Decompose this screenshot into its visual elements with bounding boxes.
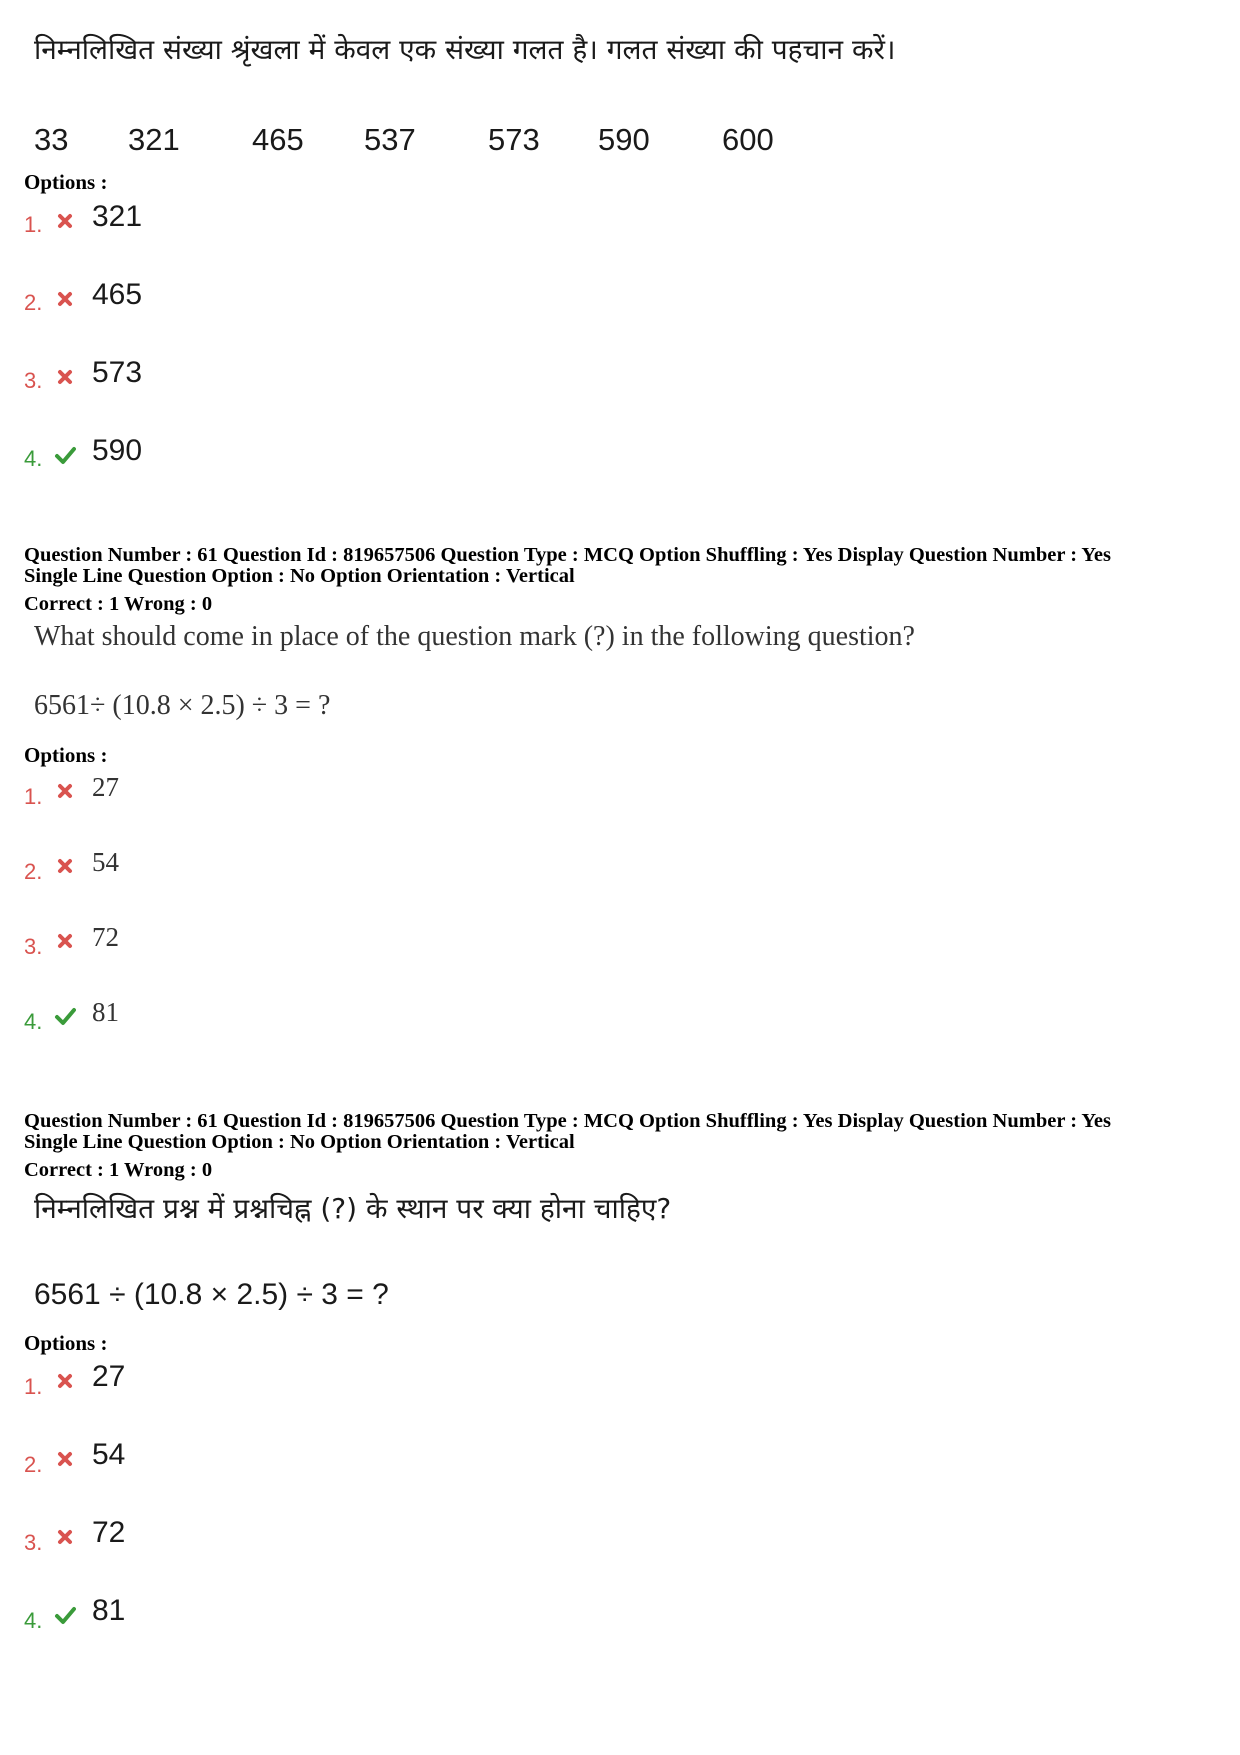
check-icon xyxy=(54,1005,76,1027)
option-number: 4. xyxy=(24,446,43,471)
options-label: Options : xyxy=(24,743,108,767)
option-value: 465 xyxy=(92,278,143,311)
series-number: 600 xyxy=(722,122,774,157)
option-number: 2. xyxy=(24,859,43,884)
series-number: 33 xyxy=(34,122,69,157)
option-number: 2. xyxy=(24,1452,43,1477)
option-number: 1. xyxy=(24,1374,43,1399)
question-meta-line: Single Line Question Option : No Option Orientation : Vertical xyxy=(24,565,575,587)
option-number: 3. xyxy=(24,934,43,959)
marking-scheme: Correct : 1 Wrong : 0 xyxy=(24,593,213,615)
cross-icon xyxy=(54,210,76,232)
series-number: 465 xyxy=(252,122,304,157)
series-number: 573 xyxy=(488,122,540,157)
cross-icon xyxy=(54,930,76,952)
option-number: 4. xyxy=(24,1608,43,1633)
cross-icon xyxy=(54,366,76,388)
question-expression: 6561 ÷ (10.8 × 2.5) ÷ 3 = ? xyxy=(34,1278,389,1311)
question-text-hindi: निम्नलिखित प्रश्न में प्रश्नचिह्न (?) के स्थान पर क्या होना चाहिए? xyxy=(34,1192,672,1225)
cross-icon xyxy=(54,1526,76,1548)
option-number: 3. xyxy=(24,368,43,393)
option-number: 1. xyxy=(24,784,43,809)
question-meta-line: Single Line Question Option : No Option Orientation : Vertical xyxy=(24,1131,575,1153)
option-value: 72 xyxy=(92,922,119,952)
cross-icon xyxy=(54,855,76,877)
option-value: 81 xyxy=(92,997,119,1027)
option-value: 573 xyxy=(92,356,143,389)
option-value: 81 xyxy=(92,1594,126,1627)
question-meta-line: Question Number : 61 Question Id : 819657506 Question Type : MCQ Option Shuffling : Yes Display Question Number : Yes xyxy=(24,544,1111,566)
option-number: 2. xyxy=(24,290,43,315)
options-label: Options : xyxy=(24,1331,108,1355)
check-icon xyxy=(54,1604,76,1626)
marking-scheme: Correct : 1 Wrong : 0 xyxy=(24,1159,213,1181)
question-text-hindi: निम्नलिखित संख्या श्रृंखला में केवल एक संख्या गलत है। गलत संख्या की पहचान करें। xyxy=(34,33,896,66)
options-label: Options : xyxy=(24,170,108,194)
option-value: 72 xyxy=(92,1516,126,1549)
question-text-english: What should come in place of the question mark (?) in the following question? xyxy=(34,621,915,652)
check-icon xyxy=(54,444,76,466)
option-number: 4. xyxy=(24,1009,43,1034)
option-value: 27 xyxy=(92,1360,126,1393)
cross-icon xyxy=(54,780,76,802)
series-number: 590 xyxy=(598,122,650,157)
option-value: 321 xyxy=(92,200,143,233)
option-number: 3. xyxy=(24,1530,43,1555)
option-value: 54 xyxy=(92,1438,126,1471)
cross-icon xyxy=(54,1370,76,1392)
question-meta-line: Question Number : 61 Question Id : 819657506 Question Type : MCQ Option Shuffling : Yes Display Question Number : Yes xyxy=(24,1110,1111,1132)
series-number: 537 xyxy=(364,122,416,157)
option-number: 1. xyxy=(24,212,43,237)
option-value: 27 xyxy=(92,772,119,802)
option-value: 54 xyxy=(92,847,119,877)
question-expression: 6561÷ (10.8 × 2.5) ÷ 3 = ? xyxy=(34,690,331,721)
cross-icon xyxy=(54,288,76,310)
option-value: 590 xyxy=(92,434,143,467)
cross-icon xyxy=(54,1448,76,1470)
series-number: 321 xyxy=(128,122,180,157)
